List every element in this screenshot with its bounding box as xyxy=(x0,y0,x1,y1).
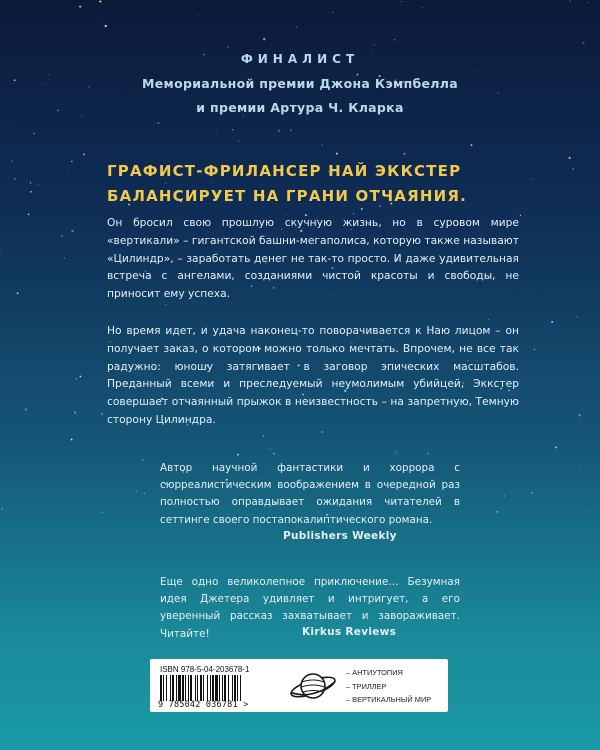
barcode-bar xyxy=(219,675,220,701)
barcode-bar xyxy=(215,675,218,701)
genre-item: – АНТИУТОПИЯ xyxy=(346,668,403,677)
barcode-digits: 9 785042 036781 > xyxy=(158,700,249,710)
award-label: ФИНАЛИСТ xyxy=(240,52,360,66)
synopsis-paragraph-2: Но время идет, и удача наконец-то поворачивается к Наю лицом – он получает заказ, о котором можно только мечтать. Впрочем, не все так радужно: юношу затягивает в заговор эпических масштабов. Преданный всеми и преследуемый неумолимым убийцей, Эккстер совершает отчаянный прыжок в неизвестность – на запретную, Темную сторону Цилиндра. xyxy=(107,324,519,426)
isbn-info-box xyxy=(150,659,448,712)
barcode-icon xyxy=(158,675,274,701)
barcode-bar xyxy=(163,675,164,701)
genre-list xyxy=(346,666,431,707)
barcode-bar xyxy=(178,675,181,701)
genre-item: – ТРИЛЛЕР xyxy=(346,681,387,691)
barcode-bar xyxy=(190,675,192,701)
barcode-bar xyxy=(224,675,226,701)
barcode-bar xyxy=(240,675,241,701)
barcode-bar xyxy=(203,675,204,701)
barcode-bar xyxy=(182,675,184,701)
genre-item: – ВЕРТИКАЛЬНЫЙ МИР xyxy=(346,695,432,704)
review-source-2: Kirkus Reviews xyxy=(302,626,397,638)
barcode-bar xyxy=(232,675,233,701)
barcode-bar xyxy=(234,675,236,701)
barcode-bar xyxy=(172,675,174,701)
review-source-1: Publishers Weekly xyxy=(283,530,397,542)
barcode-bar xyxy=(195,675,196,701)
barcode-bar xyxy=(210,675,211,701)
barcode-bar xyxy=(228,675,229,701)
barcode-bar xyxy=(197,675,198,701)
synopsis-paragraph-1: Он бросил свою прошлую скучную жизнь, но в суровом мире «вертикали» – гигантской башни-мегаполиса, которую также называют «Цилиндр», – заработать денег не так-то просто. И даже удивительная встреча с ангелами, созданиями чистой красоты и свободы, не приносит ему успеха. xyxy=(107,216,519,301)
headline-line-1: ГРАФИСТ-ФРИЛАНСЕР НАЙ ЭККСТЕР xyxy=(107,162,462,180)
barcode-bar xyxy=(160,675,162,701)
barcode-bar xyxy=(212,675,214,701)
barcode-bar xyxy=(200,675,202,701)
barcode-bar xyxy=(176,675,177,701)
saturn-planet-icon xyxy=(288,664,338,708)
review-quote-2: Еще одно великолепное приключение… Безумная идея Джетера удивляет и интригует, а его уверенный рассказ захватывает и завораживает. Читайте! xyxy=(160,576,460,640)
barcode-bar xyxy=(237,675,238,701)
headline-line-2: БАЛАНСИРУЕТ НА ГРАНИ ОТЧАЯНИЯ. xyxy=(107,187,467,205)
barcode-bar xyxy=(188,675,189,701)
barcode-bar xyxy=(185,675,186,701)
isbn-number: ISBN 978-5-04-203678-1 xyxy=(160,665,250,674)
award-line-2: и премии Артура Ч. Кларка xyxy=(196,100,404,115)
barcode-bar xyxy=(170,675,171,701)
barcode-bar xyxy=(166,675,167,701)
barcode-bar xyxy=(222,675,223,701)
barcode-bar xyxy=(207,675,208,701)
review-quote-1: Автор научной фантастики и хоррора с сюрреалистическим воображением в очередной раз полностью оправдывает ожидания читателей в сеттинге своего постапокалиптического романа. xyxy=(160,462,460,526)
award-line-1: Мемориальной премии Джона Кэмпбелла xyxy=(142,76,458,91)
